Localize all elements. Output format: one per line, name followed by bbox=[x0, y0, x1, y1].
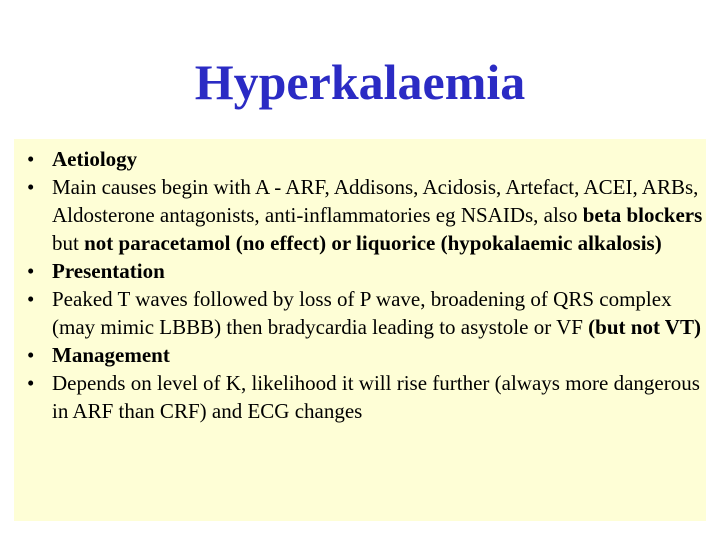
bullet-dot: • bbox=[27, 371, 35, 395]
slide-title: Hyperkalaemia bbox=[194, 54, 526, 110]
bullet-text-segment: Aetiology bbox=[52, 147, 138, 171]
bullet-text-segment: not paracetamol (no effect) or liquorice (hypokalaemic alkalosis) bbox=[84, 231, 662, 255]
bullet-item bbox=[14, 257, 704, 285]
bullet-text-segment: Management bbox=[52, 343, 170, 367]
bullet-item bbox=[14, 285, 704, 341]
bullet-list bbox=[14, 145, 704, 425]
bullet-dot: • bbox=[27, 259, 35, 283]
bullet-text-segment: (but not VT) bbox=[588, 315, 701, 339]
bullet-text-segment: beta blockers bbox=[582, 203, 703, 227]
bullet-text-segment: but bbox=[52, 231, 85, 255]
bullet-text-segment: Presentation bbox=[52, 259, 165, 283]
bullet-item bbox=[14, 173, 704, 257]
bullet-text-segment: Peaked T waves followed by loss of P wave, broadening of QRS complex (may mimic LBBB) then bradycardia leading to asystole or VF bbox=[52, 287, 672, 339]
bullet-text-segment: Main causes begin with A - ARF, Addisons, Acidosis, Artefact, ACEI, ARBs, Aldosterone antagonists, anti-inflammatories eg NSAIDs, also bbox=[52, 175, 699, 227]
bullet-item bbox=[14, 369, 704, 425]
bullet-dot: • bbox=[27, 343, 35, 367]
bullet-text-segment: Depends on level of K, likelihood it will rise further (always more dangerous in ARF than CRF) and ECG changes bbox=[52, 371, 700, 423]
bullet-item bbox=[14, 341, 704, 369]
bullet-dot: • bbox=[27, 175, 35, 199]
bullet-item bbox=[14, 145, 704, 173]
bullet-dot: • bbox=[27, 147, 35, 171]
bullet-dot: • bbox=[27, 287, 35, 311]
